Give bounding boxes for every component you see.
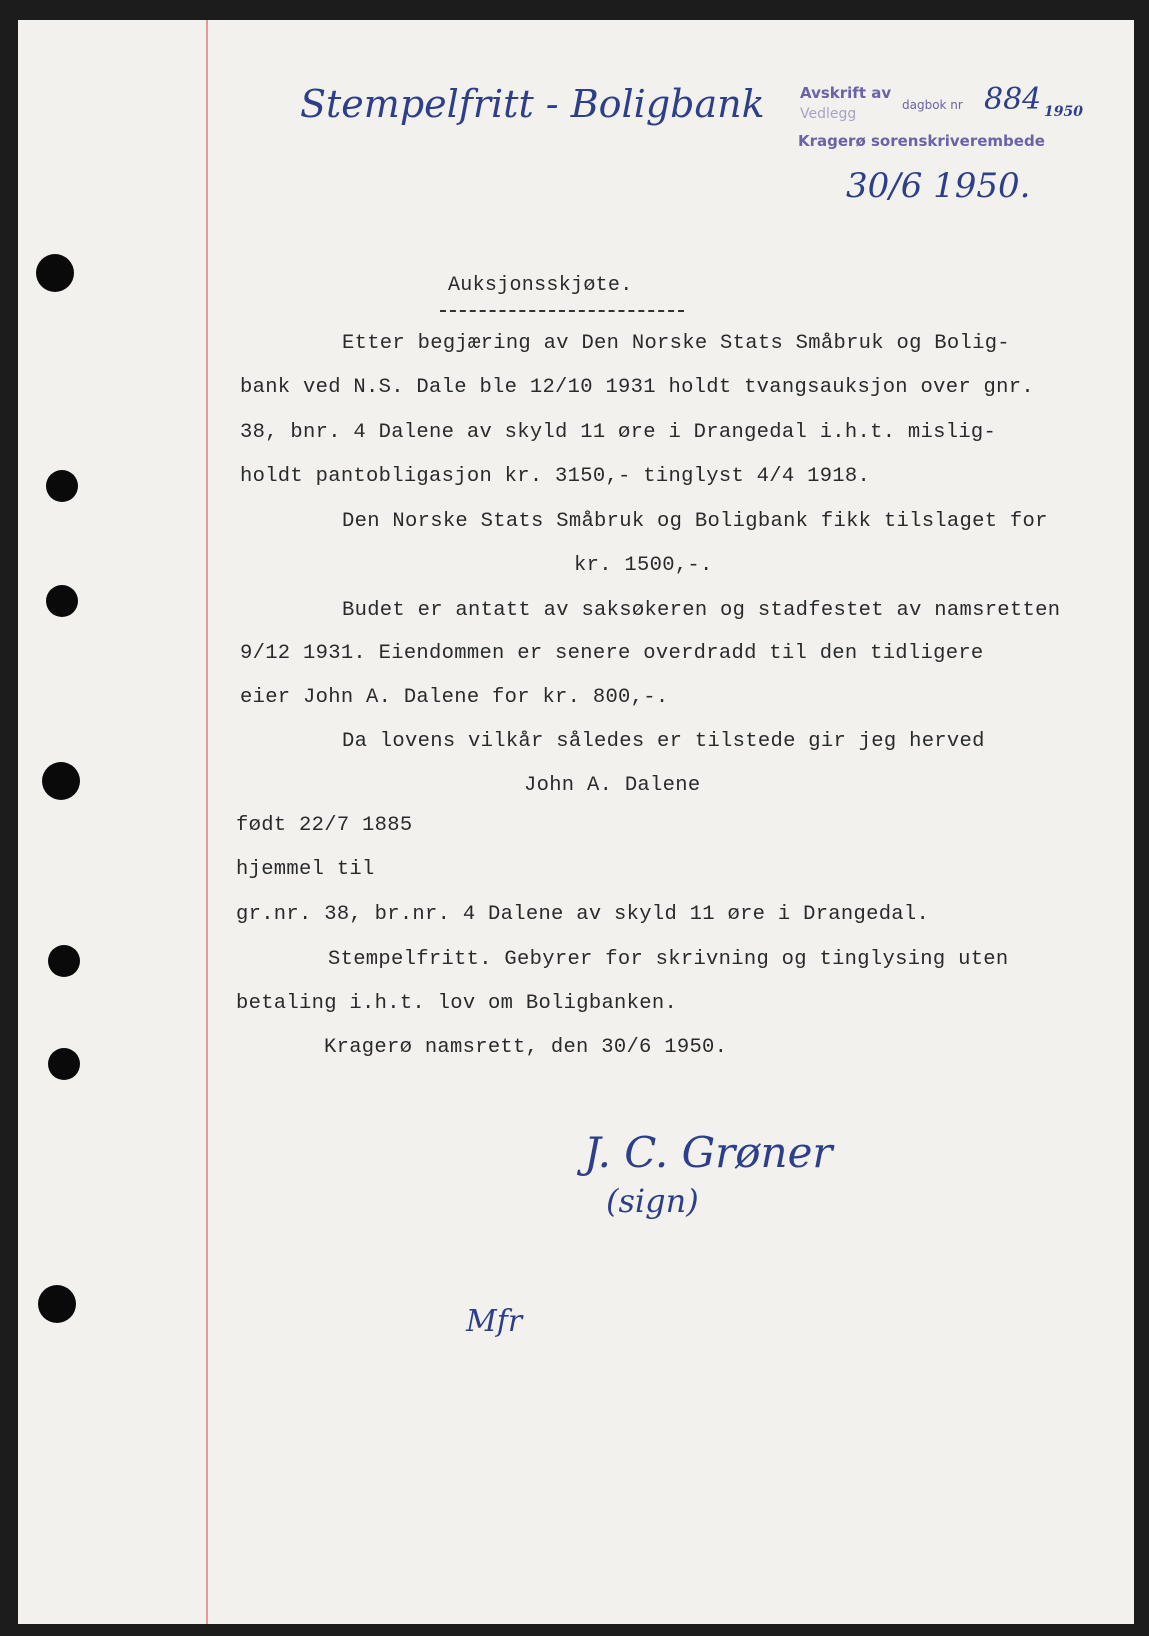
handwritten-date: 30/6 1950.	[846, 166, 1031, 206]
body-line: John A. Dalene	[524, 774, 701, 797]
body-line: eier John A. Dalene for kr. 800,-.	[240, 686, 669, 709]
body-line: bank ved N.S. Dale ble 12/10 1931 holdt tvangsauksjon over gnr.	[240, 376, 1034, 399]
punch-hole	[46, 470, 78, 502]
body-line: hjemmel til	[236, 858, 375, 881]
body-line: betaling i.h.t. lov om Boligbanken.	[236, 992, 678, 1015]
body-line: Kragerø namsrett, den 30/6 1950.	[324, 1036, 728, 1059]
document-page	[18, 20, 1134, 1624]
title-underline	[440, 310, 684, 312]
stamp-line2: Vedlegg	[800, 106, 857, 122]
stamp-number: 884	[984, 82, 1042, 117]
body-line: Etter begjæring av Den Norske Stats Småbruk og Bolig-	[342, 332, 1010, 355]
body-line: kr. 1500,-.	[574, 554, 713, 577]
stamp-dagbok: dagbok nr	[902, 98, 963, 112]
stamp-line1: Avskrift av	[800, 84, 892, 102]
stamp-year: 1950	[1044, 104, 1083, 120]
punch-hole	[48, 945, 80, 977]
body-line: holdt pantobligasjon kr. 3150,- tinglyst 4/4 1918.	[240, 465, 871, 488]
punch-hole	[48, 1048, 80, 1080]
body-line: født 22/7 1885	[236, 814, 413, 837]
handwritten-note: Stempelfritt - Boligbank	[300, 82, 765, 126]
punch-hole	[42, 762, 80, 800]
clerk-initials: Mfr	[466, 1304, 523, 1339]
punch-hole	[36, 254, 74, 292]
punch-hole	[38, 1285, 76, 1323]
stamp-line3: Kragerø sorenskriverembede	[798, 132, 1045, 150]
body-line: 38, bnr. 4 Dalene av skyld 11 øre i Drangedal i.h.t. mislig-	[240, 421, 997, 444]
document-title: Auksjonsskjøte.	[448, 274, 633, 297]
margin-line	[206, 20, 208, 1624]
signature-note: (sign)	[606, 1182, 699, 1220]
body-line: Den Norske Stats Småbruk og Boligbank fikk tilslaget for	[342, 510, 1048, 533]
body-line: Da lovens vilkår således er tilstede gir jeg herved	[342, 730, 985, 753]
body-line: Stempelfritt. Gebyrer for skrivning og tinglysing uten	[328, 948, 1009, 971]
body-line: 9/12 1931. Eiendommen er senere overdradd til den tidligere	[240, 642, 984, 665]
punch-hole	[46, 585, 78, 617]
signature-name: J. C. Grøner	[584, 1128, 833, 1177]
body-line: gr.nr. 38, br.nr. 4 Dalene av skyld 11 øre i Drangedal.	[236, 903, 930, 926]
body-line: Budet er antatt av saksøkeren og stadfestet av namsretten	[342, 599, 1061, 622]
